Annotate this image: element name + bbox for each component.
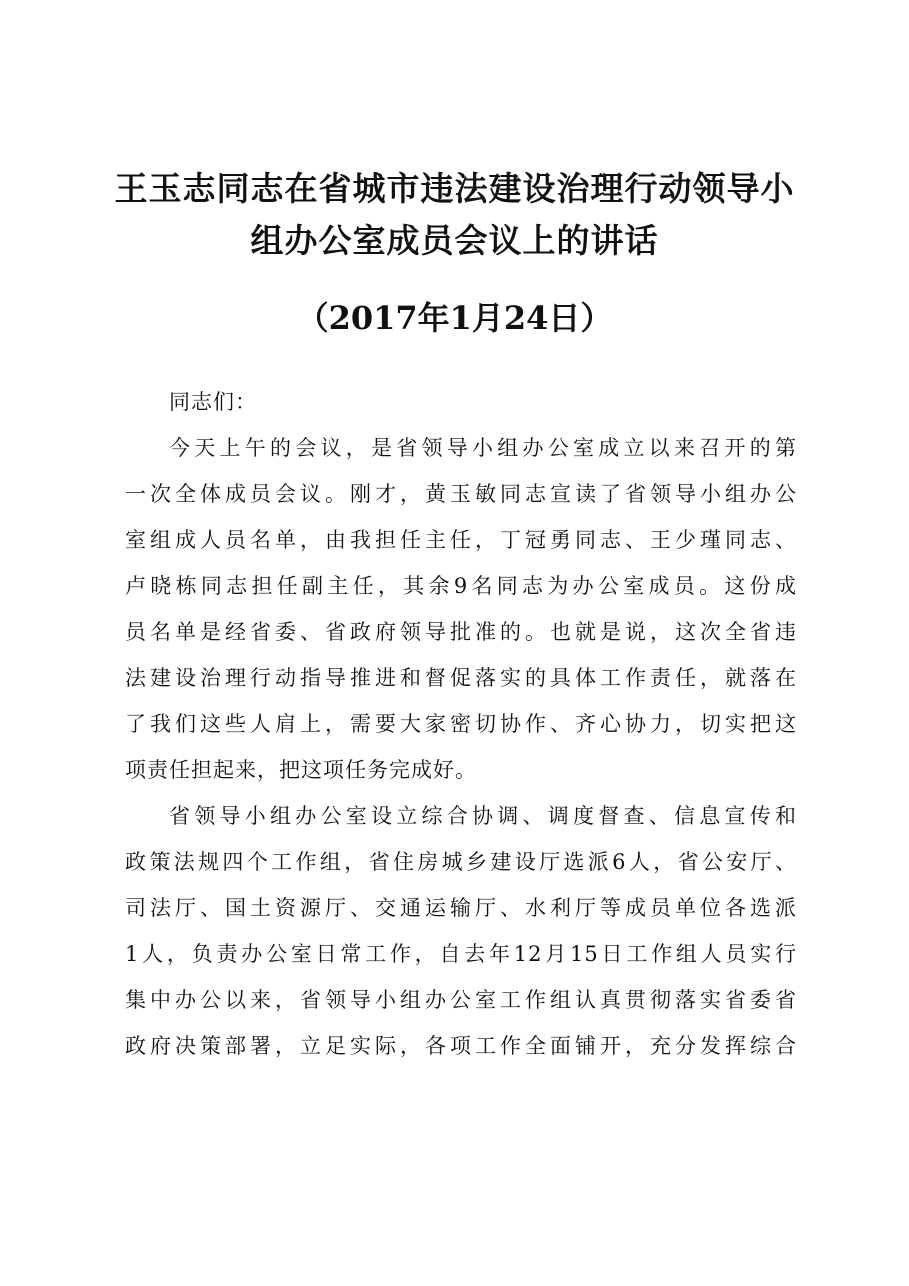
document-title [100,163,809,267]
paragraph-line: 司法厅、国土资源厅、交通运输厅、水利厅等成员单位各选派 [125,896,797,920]
document-date: （2017年1月24日） [296,299,613,337]
title-line-2: 组办公室成员会议上的讲话 [250,221,659,260]
paragraph-line: 政策法规四个工作组，省住房城乡建设厅选派6人，省公安厅、 [125,850,797,874]
paragraph-line: 员名单是经省委、省政府领导批准的。也就是说，这次全省违 [125,620,797,644]
paragraph-line: 政府决策部署，立足实际，各项工作全面铺开，充分发挥综合 [125,1034,797,1058]
title-line-1: 王玉志同志在省城市违法建设治理行动领导小 [114,169,795,208]
paragraph-2 [125,793,797,1069]
paragraph-line: 1人，负责办公室日常工作，自去年12月15日工作组人员实行 [125,942,797,966]
paragraph-line: 了我们这些人肩上，需要大家密切协作、齐心协力，切实把这 [125,712,797,736]
paragraph-line: 室组成人员名单，由我担任主任，丁冠勇同志、王少瑾同志、 [125,528,797,552]
paragraph-line: 今天上午的会议，是省领导小组办公室成立以来召开的第 [169,436,797,460]
paragraph-line: 一次全体成员会议。刚才，黄玉敏同志宣读了省领导小组办公 [125,482,797,506]
paragraph-1 [125,425,797,793]
document-body [125,379,797,1069]
paragraph-line: 法建设治理行动指导推进和督促落实的具体工作责任，就落在 [125,666,797,690]
paragraph-line: 省领导小组办公室设立综合协调、调度督查、信息宣传和 [169,804,797,828]
paragraph-line: 项责任担起来，把这项任务完成好。 [125,758,477,782]
paragraph-line: 集中办公以来，省领导小组办公室工作组认真贯彻落实省委省 [125,988,797,1012]
paragraph-line: 卢晓栋同志担任副主任，其余9名同志为办公室成员。这份成 [125,574,797,598]
salutation: 同志们： [169,390,257,414]
